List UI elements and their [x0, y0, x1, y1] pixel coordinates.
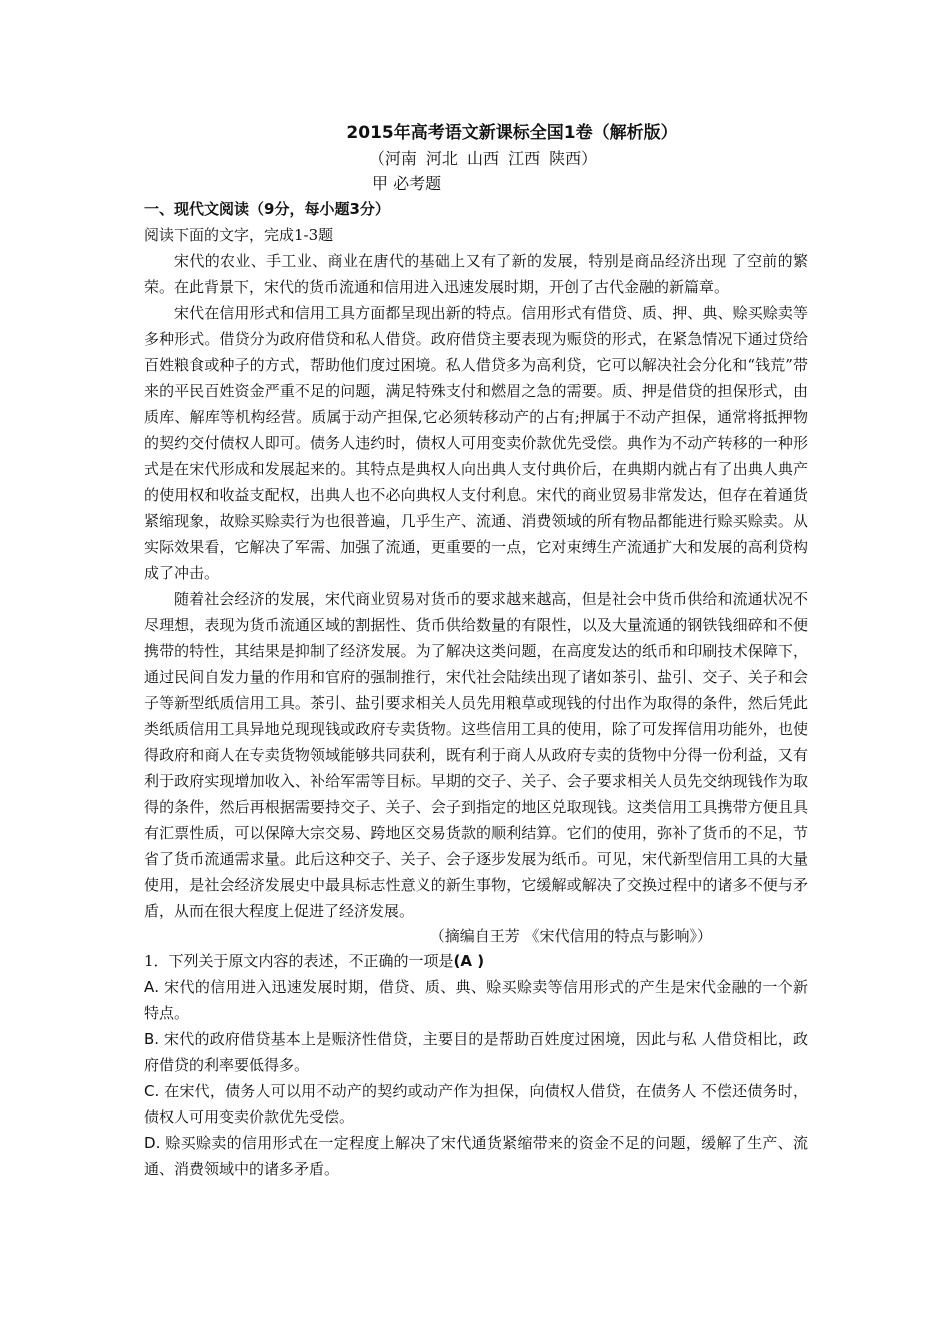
option-c-text: . 在宋代，债务人可以用不动产的契约或动产作为担保，向债权人借贷，在债务人 不偿还债务时，债权人可用变卖价款优先受偿。 [144, 1082, 808, 1126]
document-content [144, 120, 808, 1182]
option-d [144, 1130, 808, 1182]
passage-paragraph-3: 随着社会经济的发展，宋代商业贸易对货币的要求越来越高，但是社会中货币供给和流通状况不尽理想，表现为货币流通区域的割据性、货币供给数量的有限性，以及大量流通的钢铁钱细碎和不便携带的特性，其结果是抑制了经济发展。为了解决这类问题，在高度发达的纸币和印刷技术保障下，通过民间自发力量的作用和官府的强制推行，宋代社会陆续出现了诸如茶引、盐引、交子、关子和会子等新型纸质信用工具。茶引、盐引要求相关人员先用粮草或现钱的付出作为取得的条件，然后凭此类纸质信用工具异地兑现现钱或政府专卖货物。这些信用工具的使用，除了可发挥信用功能外，也使得政府和商人在专卖货物领域能够共同获利，既有利于商人从政府专卖的货物中分得一份利益，又有利于政府实现增加收入、补给军需等目标。早期的交子、关子、会子要求相关人员先交纳现钱作为取得的条件，然后再根据需要持交子、关子、会子到指定的地区兑取现钱。这类信用工具携带方便且具有汇票性质，可以保障大宗交易、跨地区交易货款的顺利结算。它们的使用，弥补了货币的不足，节省了货币流通需求量。此后这种交子、关子、会子逐步发展为纸币。可见，宋代新型信用工具的大量使用，是社会经济发展史中最具标志性意义的新生事物，它缓解或解决了交换过程中的诸多不便与矛盾，从而在很大程度上促进了经济发展。 [144, 590, 808, 920]
option-a-letter: A [144, 978, 155, 996]
option-b [144, 1026, 808, 1078]
section-heading: 一、现代文阅读（9分，每小题3分） [144, 200, 390, 218]
document-title: 2015年高考语文新课标全国1卷（解析版） [346, 123, 678, 143]
option-c [144, 1078, 808, 1130]
option-a-text: . 宋代的信用进入迅速发展时期，借贷、质、典、赊买赊卖等信用形式的产生是宋代金融的一个新特点。 [144, 978, 808, 1022]
passage-paragraph-2: 宋代在信用形式和信用工具方面都呈现出新的特点。信用形式有借贷、质、押、典、赊买赊卖等多种形式。借贷分为政府借贷和私人借贷。政府借贷主要表现为赈贷的形式，在紧急情况下通过贷给百姓粮食或种子的方式，帮助他们度过困境。私人借贷多为高利贷，它可以解决社会分化和“钱荒”带来的平民百姓资金严重不足的问题，满足特殊支付和燃眉之急的需要。质、押是借贷的担保形式，由质库、解库等机构经营。质属于动产担保,它必须转移动产的占有;押属于不动产担保，通常将抵押物的契约交付债权人即可。债务人违约时，债权人可用变卖价款优先受偿。典作为不动产转移的一种形式是在宋代形成和发展起来的。其特点是典权人向出典人支付典价后，在典期内就占有了出典人典产的使用权和收益支配权，出典人也不必向典权人支付利息。宋代的商业贸易非常发达，但存在着通货紧缩现象，故赊买赊卖行为也很普遍，几乎生产、流通、消费领域的所有物品都能进行赊买赊卖。从实际效果看，它解决了军需、加强了流通，更重要的一点，它对束缚生产流通扩大和发展的高利贷构成了冲击。 [144, 304, 808, 582]
option-c-letter: C [144, 1082, 155, 1100]
passage-paragraph-1: 宋代的农业、手工业、商业在唐代的基础上又有了新的发展，特别是商品经济出现 了空前的繁荣。在此背景下，宋代的货币流通和信用进入迅速发展时期，开创了古代金融的新篇章。 [144, 252, 808, 296]
question-1-answer: (A ) [453, 952, 485, 970]
option-b-letter: B [144, 1030, 155, 1048]
option-a [144, 974, 808, 1026]
option-b-text: . 宋代的政府借贷基本上是赈济性借贷，主要目的是帮助百姓度过困境，因此与私 人借贷相比，政府借贷的利率要低得多。 [144, 1030, 808, 1074]
option-d-letter: D [144, 1134, 156, 1152]
question-1-stem: 1．下列关于原文内容的表述，不正确的一项是 [144, 952, 454, 970]
section-mark: 甲 必考题 [372, 174, 442, 193]
question-1 [144, 948, 808, 974]
option-d-text: . 赊买赊卖的信用形式在一定程度上解决了宋代通货紧缩带来的资金不足的问题，缓解了生产、流通、消费领域中的诸多矛盾。 [144, 1134, 808, 1178]
reading-instruction: 阅读下面的文字，完成1-3题 [144, 226, 334, 244]
passage-source: （摘编自王芳 《宋代信用的特点与影响》） [429, 927, 712, 945]
document-regions: （河南 河北 山西 江西 陕西） [368, 149, 598, 168]
